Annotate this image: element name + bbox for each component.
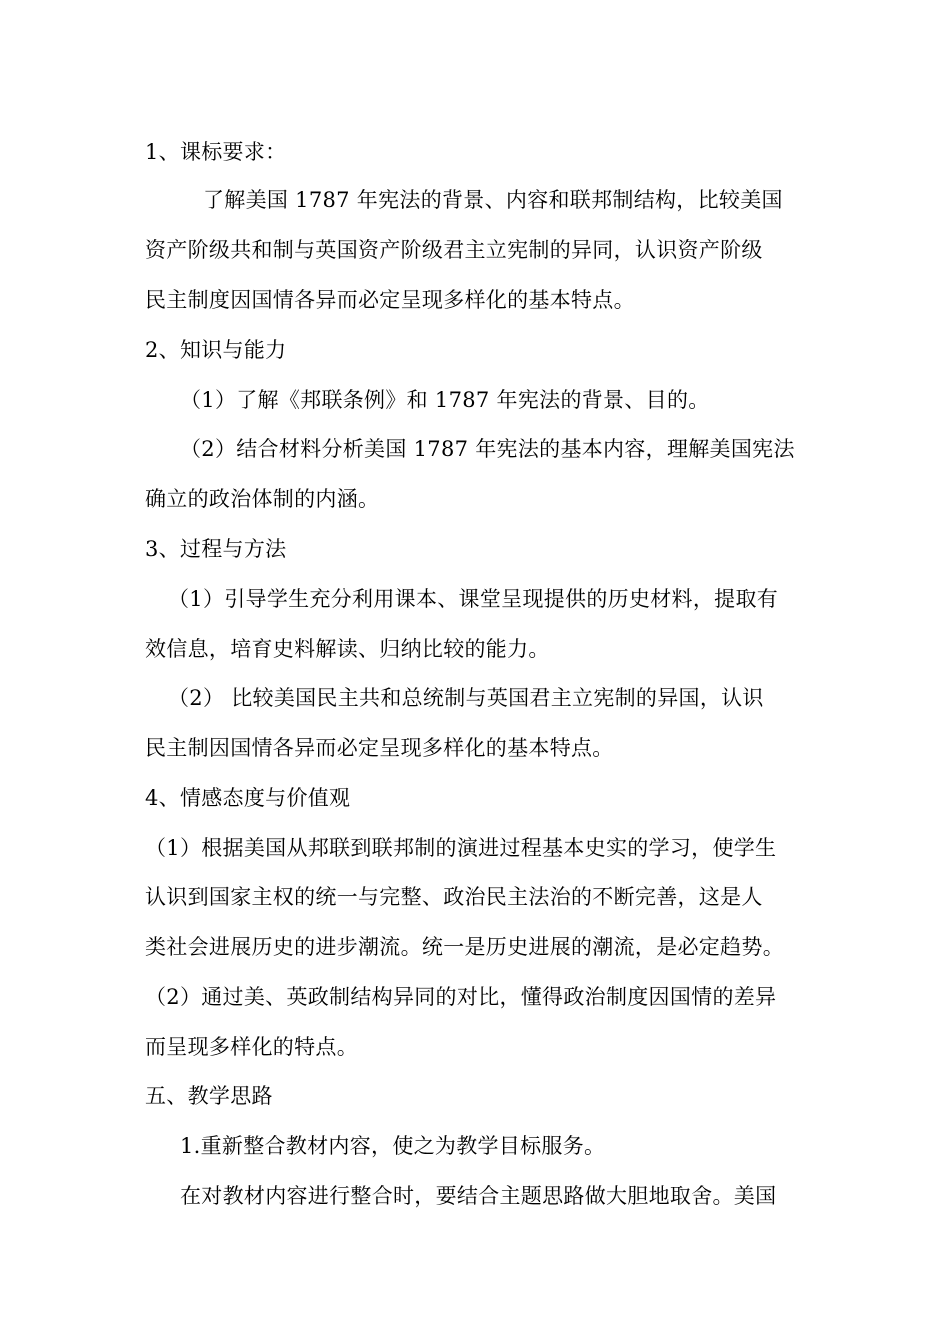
heading-emotion-values: 4、情感态度与价值观 <box>145 786 351 810</box>
paragraph-line: 民主制因国情各异而必定呈现多样化的基本特点。 <box>145 736 614 760</box>
paragraph-line: （1）了解《邦联条例》和 1787 年宪法的背景、目的。 <box>180 388 710 412</box>
paragraph-line: 民主制度因国情各异而必定呈现多样化的基本特点。 <box>145 288 635 312</box>
paragraph-line: 资产阶级共和制与英国资产阶级君主立宪制的异同，认识资产阶级 <box>145 238 763 262</box>
paragraph-line: 认识到国家主权的统一与完整、政治民主法治的不断完善，这是人 <box>145 885 763 909</box>
paragraph-line: （2）结合材料分析美国 1787 年宪法的基本内容，理解美国宪法 <box>180 437 795 461</box>
heading-knowledge-ability: 2、知识与能力 <box>145 338 287 362</box>
paragraph-line: 确立的政治体制的内涵。 <box>145 487 380 511</box>
paragraph-line: 效信息，培育史料解读、归纳比较的能力。 <box>145 637 550 661</box>
heading-process-method: 3、过程与方法 <box>145 537 287 561</box>
paragraph-line: （1）根据美国从邦联到联邦制的演进过程基本史实的学习，使学生 <box>145 836 777 860</box>
paragraph-line: 了解美国 1787 年宪法的背景、内容和联邦制结构，比较美国 <box>203 188 783 212</box>
paragraph-line: 类社会进展历史的进步潮流。统一是历史进展的潮流，是必定趋势。 <box>145 935 784 959</box>
paragraph-line: （1）引导学生充分利用课本、课堂呈现提供的历史材料，提取有 <box>168 587 779 611</box>
paragraph-line: （2）通过美、英政制结构异同的对比，懂得政治制度因国情的差异 <box>145 985 777 1009</box>
paragraph-line: 1.重新整合教材内容，使之为教学目标服务。 <box>180 1134 606 1158</box>
heading-curriculum-requirements: 1、课标要求： <box>145 140 287 164</box>
paragraph-line: 在对教材内容进行整合时，要结合主题思路做大胆地取舍。美国 <box>180 1184 777 1208</box>
heading-teaching-approach: 五、教学思路 <box>145 1084 273 1108</box>
paragraph-line: 而呈现多样化的特点。 <box>145 1035 358 1059</box>
paragraph-line: （2） 比较美国民主共和总统制与英国君主立宪制的异国，认识 <box>168 686 764 710</box>
